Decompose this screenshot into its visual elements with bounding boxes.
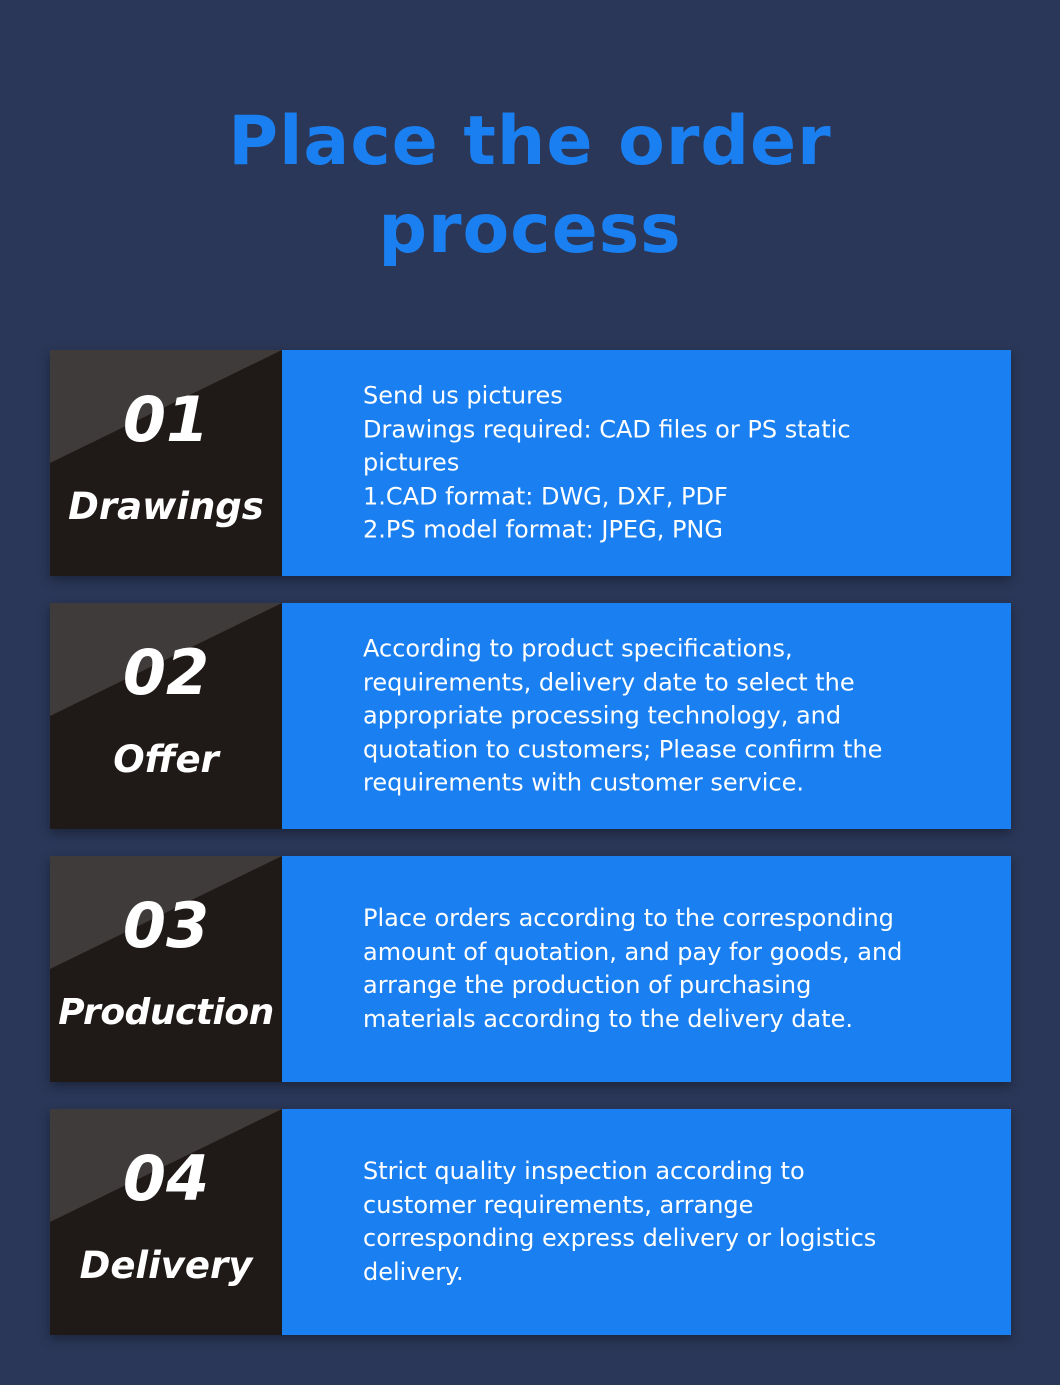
description-line: Drawings required: CAD files or PS static (363, 414, 851, 443)
description-line: amount of quotation, and pay for goods, and (363, 937, 903, 966)
step-card-offer (50, 603, 1011, 829)
description-line: Strict quality inspection according to (363, 1157, 805, 1185)
step-card-delivery (50, 1109, 1011, 1335)
description-line: customer requirements, arrange (363, 1190, 754, 1219)
step-label-panel (50, 350, 282, 576)
page-title-line-1: Place the order (228, 102, 832, 181)
step-description (363, 632, 971, 800)
step-description-panel (282, 1109, 1011, 1335)
description-line: quotation to customers; Please confirm the (363, 734, 883, 763)
process-steps (50, 350, 1011, 1362)
description-line: According to product specifications, (363, 634, 793, 663)
step-description-panel (282, 856, 1011, 1082)
step-number: 02 (122, 636, 210, 709)
description-line: arrange the production of purchasing (363, 971, 812, 999)
description-line: pictures (363, 448, 460, 477)
description-line: delivery. (363, 1257, 464, 1286)
step-number: 04 (122, 1142, 210, 1215)
description-line: Place orders according to the corresponding (363, 904, 894, 932)
step-name: Delivery (79, 1244, 253, 1287)
step-card-production (50, 856, 1011, 1082)
description-line: Send us pictures (363, 381, 563, 410)
step-card-drawings (50, 350, 1011, 576)
step-number: 03 (122, 889, 210, 962)
step-name: Production (58, 992, 274, 1033)
step-description (363, 1155, 971, 1289)
description-line: 2.PS model format: JPEG, PNG (363, 515, 723, 544)
description-line: requirements with customer service. (363, 768, 805, 797)
description-line: corresponding express delivery or logistics (363, 1224, 877, 1252)
step-label-panel (50, 1109, 282, 1335)
step-description-panel (282, 603, 1011, 829)
description-line: requirements, delivery date to select the (363, 667, 855, 696)
step-description-panel (282, 350, 1011, 576)
step-name: Drawings (68, 485, 264, 528)
description-line: materials according to the delivery date. (363, 1004, 853, 1033)
step-label-panel (50, 856, 282, 1082)
description-line: 1.CAD format: DWG, DXF, PDF (363, 481, 728, 510)
page-title (0, 98, 1060, 274)
step-label-panel (50, 603, 282, 829)
step-description (363, 379, 971, 547)
description-line: appropriate processing technology, and (363, 701, 842, 730)
page-title-line-2: process (378, 190, 682, 269)
step-name: Offer (113, 738, 219, 781)
step-number: 01 (122, 383, 210, 456)
step-description (363, 902, 971, 1036)
